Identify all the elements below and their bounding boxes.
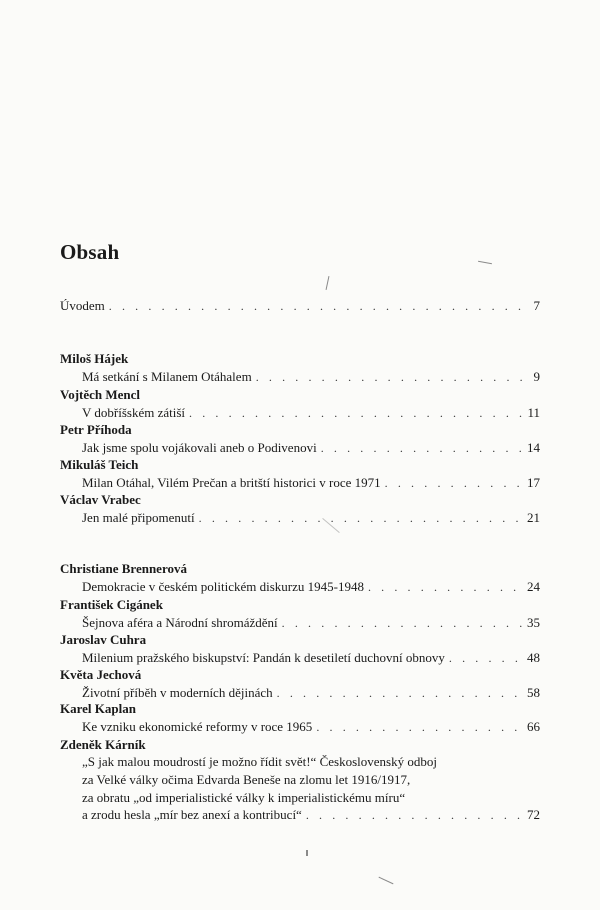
entry-title: Životní příběh v moderních dějinách — [82, 685, 273, 700]
page-number: 14 — [527, 440, 540, 455]
toc-entry-intro[interactable] — [60, 297, 540, 315]
page-number: 58 — [527, 685, 540, 700]
page-number: 48 — [527, 650, 540, 665]
page-number: 35 — [527, 615, 540, 630]
entry-title: a zrodu hesla „mír bez anexí a kontribucí“ — [82, 807, 302, 822]
leader-dots — [256, 368, 522, 386]
entry-title-line[interactable]: za Velké války očima Edvarda Beneše na zlomu let 1916/1917, — [82, 772, 411, 787]
page-number: 9 — [533, 369, 540, 384]
author-name: Mikuláš Teich — [60, 457, 139, 472]
entry-title: V dobříšském zátiší — [82, 405, 186, 420]
entry-title: Má setkání s Milanem Otáhalem — [82, 369, 252, 384]
page-title: Obsah — [60, 240, 120, 264]
toc-entry[interactable] — [82, 684, 540, 702]
scan-mark — [379, 877, 394, 885]
toc-entry[interactable] — [82, 368, 540, 386]
leader-dots — [449, 649, 522, 667]
scan-mark — [326, 276, 330, 290]
author-name: Christiane Brennerová — [60, 561, 187, 576]
entry-title-line[interactable]: „S jak malou moudrostí je možno řídit svět!“ Československý odboj — [82, 754, 437, 769]
toc-entry[interactable] — [82, 509, 540, 527]
entry-title-line[interactable]: za obratu „od imperialistické války k imperialistickému míru“ — [82, 790, 406, 805]
entry-title: Jak jsme spolu vojákovali aneb o Podivenovi — [82, 440, 317, 455]
toc-entry[interactable] — [82, 404, 540, 422]
leader-dots — [109, 297, 522, 315]
leader-dots — [277, 684, 522, 702]
leader-dots — [316, 718, 522, 736]
page-number: 72 — [527, 807, 540, 822]
page-number: 7 — [533, 298, 540, 313]
page-number: 21 — [527, 510, 540, 525]
toc-entry[interactable] — [82, 806, 540, 824]
page-number: 17 — [527, 475, 540, 490]
toc-entry[interactable] — [82, 474, 540, 492]
toc-entry[interactable] — [82, 718, 540, 736]
entry-title: Milan Otáhal, Vilém Prečan a britští historici v roce 1971 — [82, 475, 381, 490]
author-name: Vojtěch Mencl — [60, 387, 141, 402]
leader-dots — [199, 509, 522, 527]
entry-title: Jen malé připomenutí — [82, 510, 195, 525]
page-number: 11 — [527, 405, 540, 420]
scan-mark — [306, 850, 308, 856]
author-name: Zdeněk Kárník — [60, 737, 146, 752]
leader-dots — [306, 806, 522, 824]
page-number: 66 — [527, 719, 540, 734]
author-name: Miloš Hájek — [60, 351, 129, 366]
page-number: 24 — [527, 579, 540, 594]
author-name: Jaroslav Cuhra — [60, 632, 147, 647]
leader-dots — [321, 439, 522, 457]
author-name: Květa Jechová — [60, 667, 142, 682]
leader-dots — [385, 474, 522, 492]
entry-title: Demokracie v českém politickém diskurzu 1945-1948 — [82, 579, 364, 594]
leader-dots — [368, 578, 522, 596]
author-name: Karel Kaplan — [60, 701, 136, 716]
leader-dots — [189, 404, 522, 422]
toc-entry[interactable] — [82, 614, 540, 632]
entry-title: Šejnova aféra a Národní shromáždění — [82, 615, 278, 630]
author-name: František Cigánek — [60, 597, 163, 612]
author-name: Václav Vrabec — [60, 492, 141, 507]
author-name: Petr Příhoda — [60, 422, 132, 437]
toc-entry[interactable] — [82, 578, 540, 596]
entry-title: Milenium pražského biskupství: Pandán k desetiletí duchovní obnovy — [82, 650, 445, 665]
scan-mark — [478, 261, 492, 264]
toc-entry[interactable] — [82, 439, 540, 457]
entry-title: Úvodem — [60, 298, 105, 313]
toc-entry[interactable] — [82, 649, 540, 667]
leader-dots — [282, 614, 522, 632]
entry-title: Ke vzniku ekonomické reformy v roce 1965 — [82, 719, 313, 734]
